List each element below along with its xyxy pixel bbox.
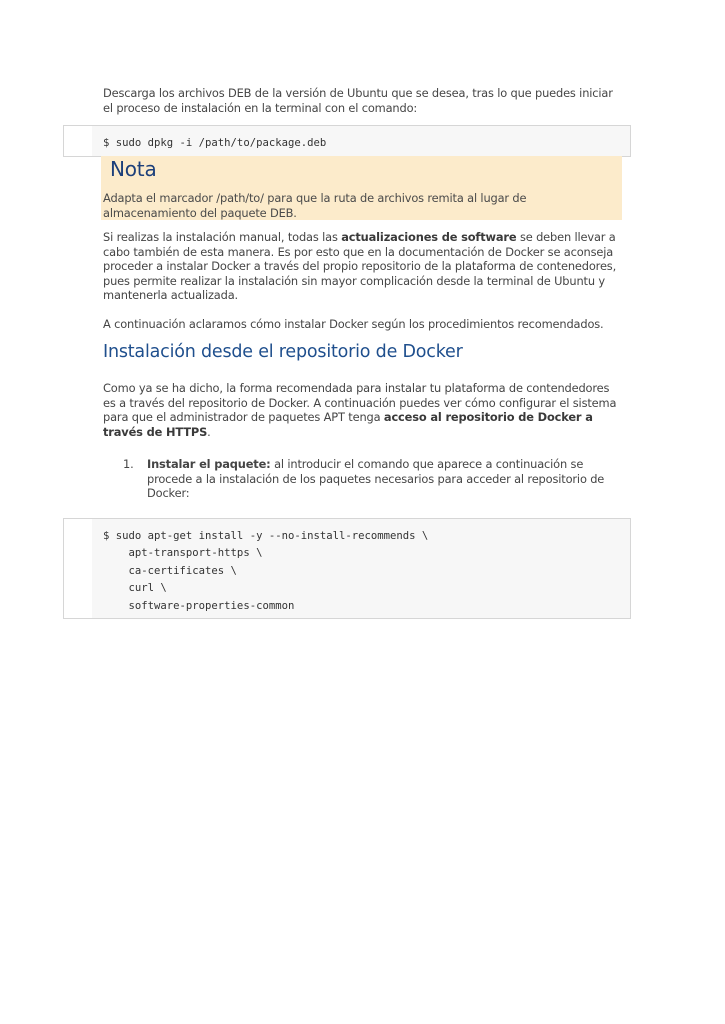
repo-paragraph xyxy=(103,381,623,439)
code-block-dpkg[interactable] xyxy=(63,125,631,157)
text-segment: se deben llevar a cabo también de esta manera. Es por esto que en la documentación de Docker se aconseja proceder a instalar Docker a través del propio repositorio de la plataforma de contenedores, pues permite realizar la instalación sin mayor complicación desde la terminal de Ubuntu y mantenerla actualizada. xyxy=(103,230,617,303)
text-segment: . xyxy=(207,424,211,439)
manual-install-paragraph xyxy=(103,230,623,303)
code-block-apt-get[interactable] xyxy=(63,518,631,619)
text-segment: Si realizas la instalación manual, todas las xyxy=(103,230,342,244)
next-steps-paragraph: A continuación aclaramos cómo instalar Docker según los procedimientos recomendados. xyxy=(103,317,604,331)
note-box xyxy=(101,156,622,220)
section-heading: Instalación desde el repositorio de Docker xyxy=(103,342,463,362)
code-lines xyxy=(92,519,630,618)
code-line: $ sudo apt-get install -y --no-install-recommends \ xyxy=(103,530,429,542)
code-line: apt-transport-https \ xyxy=(103,547,263,560)
step-title: Instalar el paquete: xyxy=(147,457,271,471)
bold-text: actualizaciones de software xyxy=(341,230,517,244)
code-line: curl \ xyxy=(103,582,167,595)
note-title: Nota xyxy=(110,157,157,181)
note-text: Adapta el marcador /path/to/ para que la ruta de archivos remita al lugar de almacenamiento del paquete DEB. xyxy=(103,191,527,220)
bold-text: acceso al repositorio de Docker a través de HTTPS xyxy=(103,410,593,439)
list-number: 1. xyxy=(123,457,134,471)
text-segment: Como ya se ha dicho, la forma recomendada para instalar tu plataforma de contendedores es a través del repositorio de Docker. A continuación puedes ver cómo configurar el sistema para que el administrador de paquetes APT tenga xyxy=(103,381,617,425)
step-text: al introducir el comando que aparece a continuación se procede a la instalación de los paquetes necesarios para acceder al repositorio de Docker: xyxy=(147,457,605,501)
list-item-step-1 xyxy=(123,457,623,501)
code-line: ca-certificates \ xyxy=(103,564,237,577)
code-text: $ sudo dpkg -i /path/to/package.deb xyxy=(92,126,630,156)
intro-paragraph: Descarga los archivos DEB de la versión de Ubuntu que se desea, tras lo que puedes iniciar el proceso de instalación en la terminal con el comando: xyxy=(103,86,613,115)
code-line: software-properties-common xyxy=(103,599,295,612)
